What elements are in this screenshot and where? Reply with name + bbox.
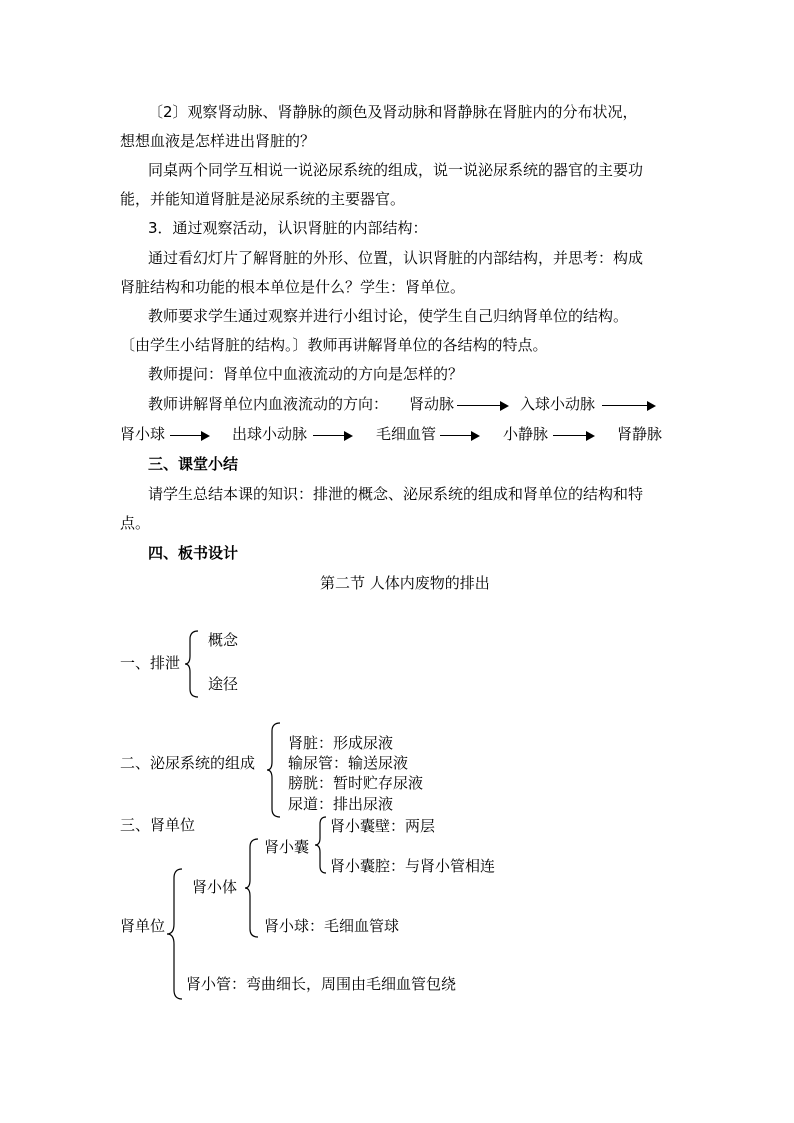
board-urinary-item: 输尿管：输送尿液 <box>288 754 409 772</box>
board-nephron-label: 肾单位 <box>120 917 166 935</box>
paragraph-slides-line1: 通过看幻灯片了解肾脏的外形、位置，认识肾脏的内部结构，并思考：构成 <box>148 249 644 267</box>
paragraph-observe-line1: 〔2〕观察肾动脉、肾静脉的颜色及肾动脉和肾静脉在肾脏内的分布状况， <box>148 103 638 121</box>
flow-step-efferent-arteriole: 出球小动脉 <box>232 425 308 443</box>
board-capsule-label: 肾小囊 <box>264 838 310 856</box>
board-tubule-label: 肾小管：弯曲细长，周围由毛细血管包绕 <box>186 975 457 993</box>
board-urinary-item: 尿道：排出尿液 <box>288 795 394 813</box>
brace-icon <box>244 838 260 938</box>
brace-icon <box>314 816 328 874</box>
paragraph-deskmates-line1: 同桌两个同学互相说一说泌尿系统的组成，说一说泌尿系统的器官的主要功 <box>148 161 644 179</box>
summary-line2: 点。 <box>120 514 151 532</box>
summary-line1: 请学生总结本课的知识：排泄的概念、泌尿系统的组成和肾单位的结构和特 <box>148 485 644 503</box>
flow-arrow-icon <box>457 401 509 411</box>
paragraph-group-line2: 〔由学生小结肾脏的结构。〕教师再讲解肾单位的各结构的特点。 <box>120 336 548 354</box>
board-excretion-item: 途径 <box>208 675 239 693</box>
brace-icon <box>266 722 282 818</box>
board-urinary-item: 膀胱：暂时贮存尿液 <box>288 774 424 792</box>
flow-arrow-icon <box>553 431 595 441</box>
paragraph-question: 教师提问：肾单位中血液流动的方向是怎样的？ <box>148 365 464 383</box>
board-title: 第二节 人体内废物的排出 <box>320 574 490 592</box>
flow-step-renal-artery: 肾动脉 <box>409 395 455 413</box>
section-heading-board: 四、板书设计 <box>148 544 239 562</box>
section-heading-summary: 三、课堂小结 <box>148 455 239 473</box>
flow-arrow-icon <box>313 431 353 441</box>
flow-step-venule: 小静脉 <box>503 425 549 443</box>
brace-icon <box>184 630 200 698</box>
board-excretion-label: 一、排泄 <box>120 654 181 672</box>
flow-arrow-icon <box>440 431 480 441</box>
paragraph-slides-line2: 肾脏结构和功能的根本单位是什么？学生：肾单位。 <box>120 278 466 296</box>
board-capsule-wall: 肾小囊壁：两层 <box>330 817 436 835</box>
flow-arrow-icon <box>602 401 656 411</box>
board-excretion-item: 概念 <box>208 631 239 649</box>
paragraph-flow-lead: 教师讲解肾单位内血液流动的方向： <box>148 395 389 413</box>
board-urinary-label: 二、泌尿系统的组成 <box>120 754 256 772</box>
flow-arrow-icon <box>170 431 210 441</box>
board-nephron-heading: 三、肾单位 <box>120 816 196 834</box>
paragraph-deskmates-line2: 能，并能知道肾脏是泌尿系统的主要器官。 <box>120 190 406 208</box>
board-corpuscle-label: 肾小体 <box>192 878 238 896</box>
flow-step-capillaries: 毛细血管 <box>376 425 437 443</box>
flow-step-renal-vein: 肾静脉 <box>617 425 663 443</box>
flow-step-glomerulus: 肾小球 <box>120 425 166 443</box>
board-capsule-cavity: 肾小囊腔：与肾小管相连 <box>330 857 496 875</box>
flow-step-afferent-arteriole: 入球小动脉 <box>520 395 596 413</box>
board-glomerulus-label: 肾小球：毛细血管球 <box>264 917 400 935</box>
paragraph-group-line1: 教师要求学生通过观察并进行小组讨论，使学生自己归纳肾单位的结构。 <box>148 307 629 325</box>
paragraph-observe-line2: 想想血液是怎样进出肾脏的？ <box>120 132 316 150</box>
paragraph-step3: 3．通过观察活动，认识肾脏的内部结构： <box>148 219 428 237</box>
brace-icon <box>166 868 184 1000</box>
board-urinary-item: 肾脏：形成尿液 <box>288 734 394 752</box>
